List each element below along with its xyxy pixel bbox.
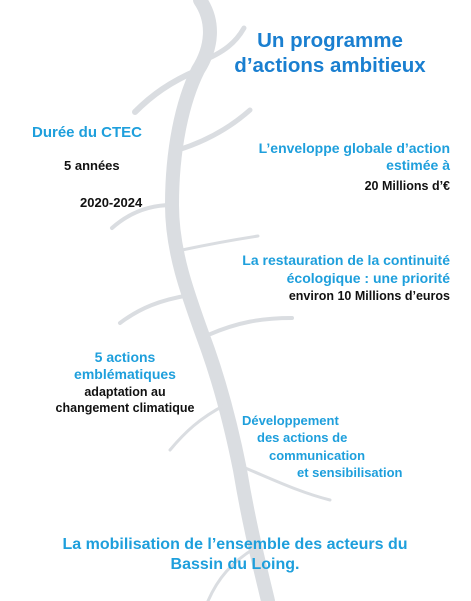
developpement-line-4: et sensibilisation <box>297 465 403 480</box>
enveloppe-value: 20 Millions d’€ <box>364 179 450 193</box>
restauration-heading <box>170 251 450 287</box>
mobilisation-line-2: Bassin du Loing. <box>170 556 300 573</box>
enveloppe-heading-line-2: estimée à <box>386 157 450 173</box>
developpement-line-2: des actions de <box>257 430 348 445</box>
developpement-line-3: communication <box>269 448 366 463</box>
actions-description <box>30 384 220 416</box>
mobilisation-text <box>20 535 450 575</box>
developpement-line-1: Développement <box>242 413 339 428</box>
restauration-heading-line-1: La restauration de la continuité <box>242 252 450 268</box>
page-title-line-1: Un programme <box>257 29 403 52</box>
duree-heading: Durée du CTEC <box>32 124 143 141</box>
restauration-heading-line-2: écologique : une priorité <box>286 270 450 286</box>
enveloppe-heading-line-1: L’enveloppe globale d’action <box>258 140 450 156</box>
restauration-value: environ 10 Millions d’euros <box>288 289 450 303</box>
mobilisation-line-1: La mobilisation de l’ensemble des acteurs du <box>62 536 408 553</box>
page-title-line-2: d’actions ambitieux <box>234 54 426 77</box>
actions-heading-line-1: 5 actions <box>94 349 156 365</box>
actions-heading-line-2: emblématiques <box>74 366 176 382</box>
duree-period: 2020-2024 <box>80 195 143 210</box>
actions-description-line-1: adaptation au <box>84 385 166 399</box>
page-title <box>200 28 460 78</box>
duree-years: 5 années <box>64 158 120 173</box>
actions-heading <box>30 349 220 383</box>
enveloppe-heading <box>190 140 450 174</box>
actions-description-line-2: changement climatique <box>55 401 195 415</box>
